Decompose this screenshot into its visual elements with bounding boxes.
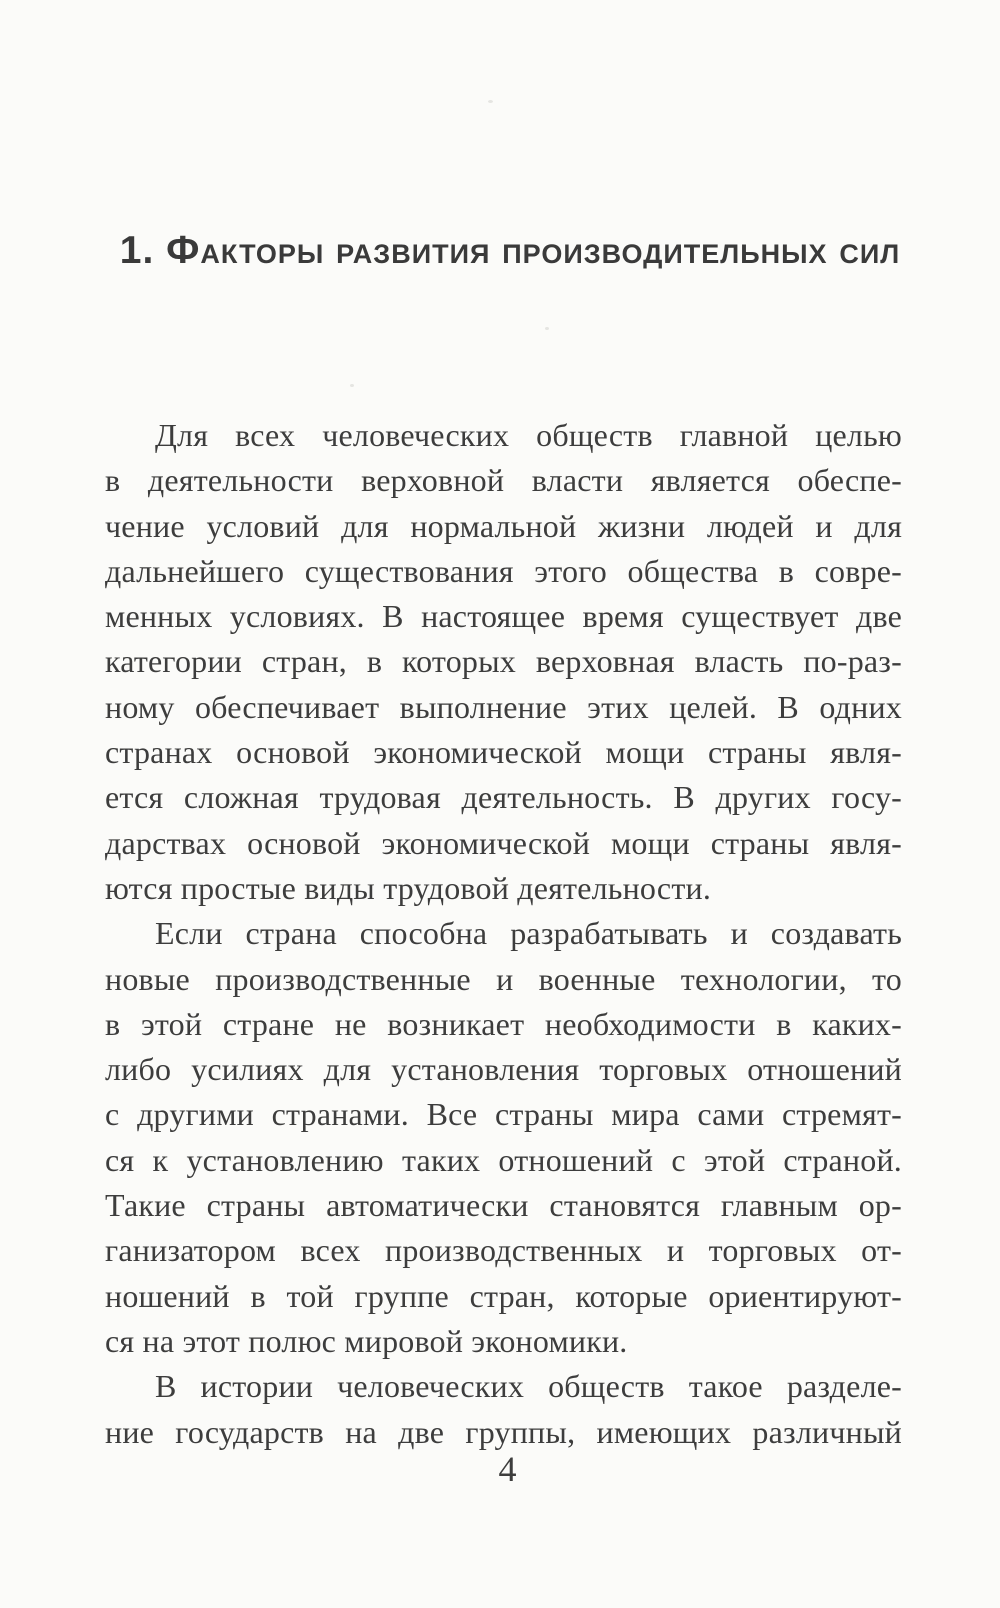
text-line: ется сложная трудовая деятельность. В других госу-: [105, 779, 902, 816]
text-line: менных условиях. В настоящее время существует две: [105, 598, 902, 635]
text-line: ние государств на две группы, имеющих различный: [105, 1413, 902, 1450]
text-line: Для всех человеческих обществ главной целью: [155, 417, 902, 453]
text-line: чение условий для нормальной жизни людей и для: [105, 507, 902, 544]
text-line: с другими странами. Все страны мира сами стремят-: [105, 1096, 902, 1133]
text-line: Если страна способна разрабатывать и создавать: [155, 915, 902, 952]
body-text: [105, 413, 902, 1455]
text-line: ся к установлению таких отношений с этой страной.: [105, 1141, 902, 1178]
text-line: В истории человеческих обществ такое разделе-: [155, 1368, 902, 1405]
text-line: ношений в той группе стран, которые ориентируют-: [105, 1277, 902, 1314]
scan-speck: [545, 327, 549, 330]
text-line: ному обеспечивает выполнение этих целей. В одних: [105, 688, 902, 725]
scan-speck: [488, 100, 493, 103]
text-line: ются простые виды трудовой деятельности.: [105, 869, 712, 906]
text-line: категории стран, в которых верховная власть по-раз-: [105, 643, 902, 680]
text-line: ганизатором всех производственных и торговых от-: [105, 1232, 902, 1269]
text-line: дарствах основой экономической мощи страны явля-: [105, 824, 902, 861]
text-line: дальнейшего существования этого общества в совре-: [105, 552, 902, 589]
page-number: 4: [498, 1449, 517, 1489]
scan-speck: [350, 384, 354, 387]
text-line: странах основой экономической мощи страны явля-: [105, 734, 902, 771]
text-line: либо усилиях для установления торговых отношений: [105, 1051, 902, 1088]
chapter-heading: 1. Факторы развития производительных сил: [119, 229, 901, 272]
text-line: в этой стране не возникает необходимости в каких-: [105, 1005, 902, 1042]
text-line: Такие страны автоматически становятся главным ор-: [105, 1187, 902, 1224]
text-line: новые производственные и военные технологии, то: [105, 960, 902, 997]
text-line: в деятельности верховной власти является обеспе-: [105, 462, 902, 499]
text-line: ся на этот полюс мировой экономики.: [105, 1322, 628, 1359]
